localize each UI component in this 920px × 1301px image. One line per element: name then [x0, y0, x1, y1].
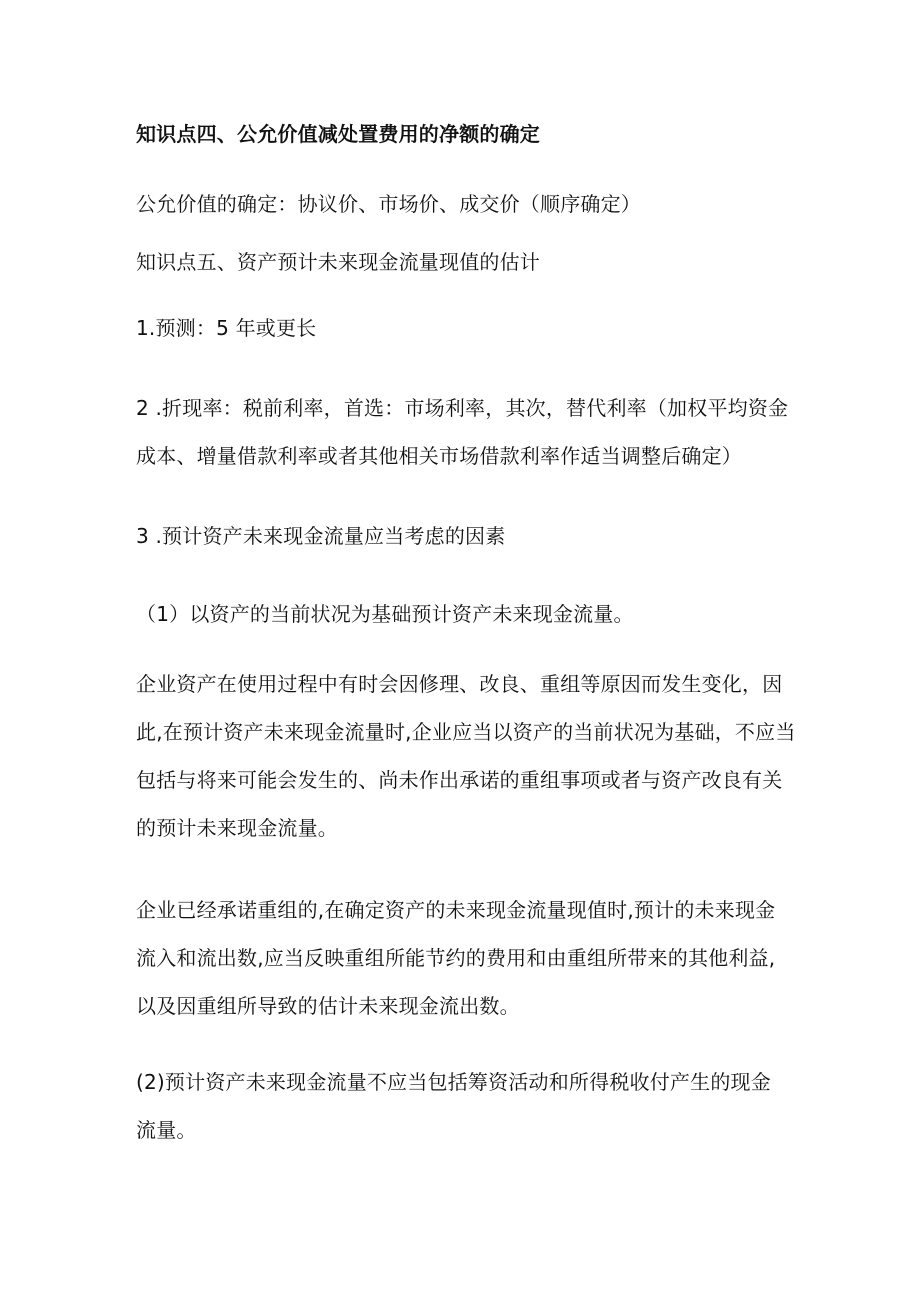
- heading-knowledge-point-5: 知识点五、资产预计未来现金流量现值的估计: [136, 250, 540, 274]
- sub-1-paragraph-1-line-2: 此,在预计资产未来现金流量时,企业应当以资产的当前状况为基础，不应当: [136, 720, 796, 744]
- sub-1-paragraph-1-line-1: 企业资产在使用过程中有时会因修理、改良、重组等原因而发生变化，因: [136, 672, 783, 696]
- sub-1-paragraph-1-line-4: 的预计未来现金流量。: [136, 816, 338, 840]
- item-2-line-1: 2 .折现率：税前利率，首选：市场利率，其次，替代利率（加权平均资金: [136, 396, 789, 420]
- item-3-factors: 3 .预计资产未来现金流量应当考虑的因素: [136, 524, 506, 548]
- fair-value-determination: 公允价值的确定：协议价、市场价、成交价（顺序确定）: [136, 192, 641, 216]
- sub-1-paragraph-2-line-1: 企业已经承诺重组的,在确定资产的未来现金流量现值时,预计的未来现金: [136, 898, 776, 922]
- sub-1-title: （1）以资产的当前状况为基础预计资产未来现金流量。: [136, 602, 634, 626]
- sub-1-paragraph-2-line-2: 流入和流出数,应当反映重组所能节约的费用和由重组所带来的其他利益,: [136, 946, 776, 970]
- sub-1-paragraph-1-line-3: 包括与将来可能会发生的、尚未作出承诺的重组事项或者与资产改良有关: [136, 768, 783, 792]
- sub-1-paragraph-2-line-3: 以及因重组所导致的估计未来现金流出数。: [136, 994, 520, 1018]
- heading-knowledge-point-4: 知识点四、公允价值减处置费用的净额的确定: [136, 122, 540, 146]
- sub-2-line-2: 流量。: [136, 1118, 197, 1142]
- item-2-line-2: 成本、增量借款利率或者其他相关市场借款利率作适当调整后确定）: [136, 444, 742, 468]
- sub-2-line-1: (2)预计资产未来现金流量不应当包括筹资活动和所得税收付产生的现金: [136, 1070, 771, 1094]
- item-1-forecast: 1.预测：5 年或更长: [136, 316, 317, 340]
